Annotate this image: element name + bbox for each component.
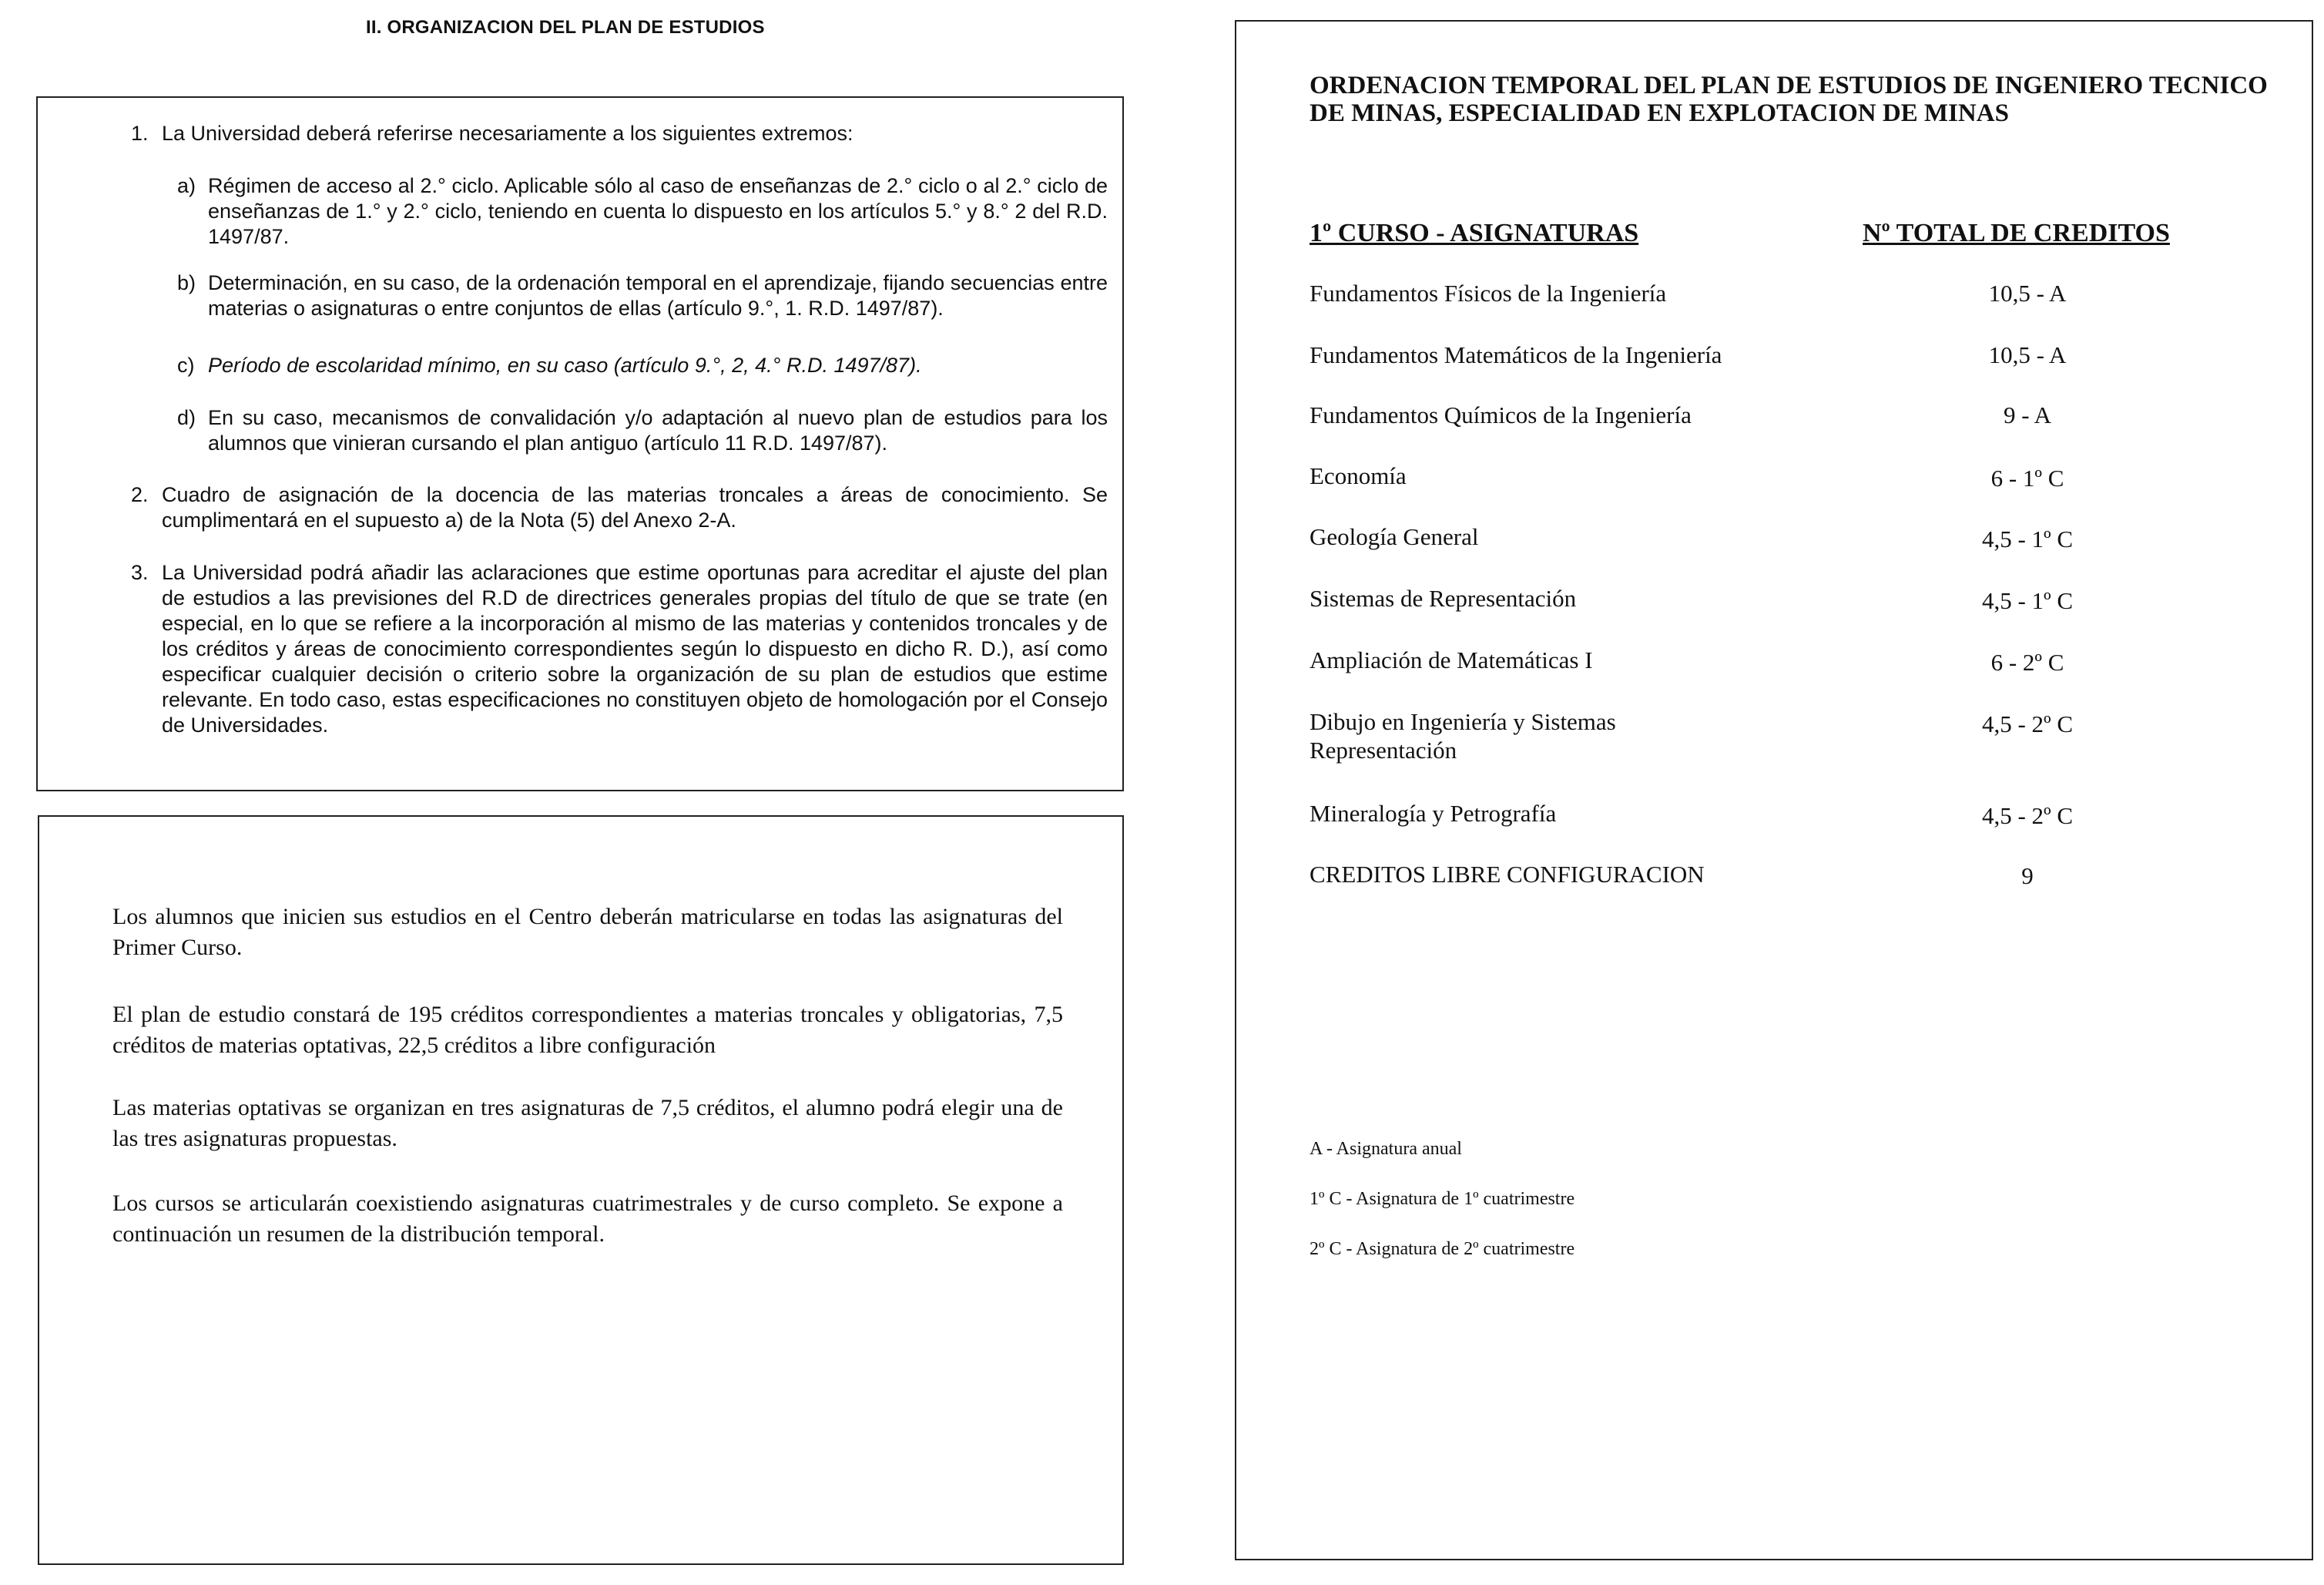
column-header-credits: Nº TOTAL DE CREDITOS: [1863, 219, 2170, 247]
notes-paragraph-4: Los cursos se articularán coexistiendo asignaturas cuatrimestrales y de curso completo. Se expone a continuación un resumen de la distribución temporal.: [112, 1190, 1063, 1247]
section-heading: II. ORGANIZACION DEL PLAN DE ESTUDIOS: [366, 17, 765, 38]
table-row-subject: Geología General: [1310, 523, 1479, 550]
item-1-text: La Universidad deberá referirse necesariamente a los siguientes extremos:: [162, 122, 853, 145]
table-row-subject: Fundamentos Matemáticos de la Ingeniería: [1310, 341, 1722, 368]
table-row-credits: 4,5 - 1º C: [1981, 526, 2074, 552]
item-3-text: La Universidad podrá añadir las aclaraciones que estime oportunas para acreditar el ajuste del plan de estudios a las previsiones del R.D de directrices generales propias del título de que se trate (en especial, en lo que se refiere a la incorporación al mismo de las materias y contenidos troncales y de los créditos y áreas de conocimiento correspondientes según lo dispuesto en dicho R. D.), así como especificar cualquier decisión o criterio sobre la organización de su plan de estudios que estime relevante. En todo caso, estas especificaciones no constituyen objeto de homologación por el Consejo de Universidades.: [162, 561, 1108, 737]
item-1b-text: Determinación, en su caso, de la ordenación temporal en el aprendizaje, fijando secuencias entre materias o asignaturas o entre conjuntos de ellas (artículo 9.°, 1. R.D. 1497/87).: [208, 271, 1108, 320]
legend-item: 2º C - Asignatura de 2º cuatrimestre: [1310, 1239, 1575, 1259]
item-1c-text: Período de escolaridad mínimo, en su caso (artículo 9.°, 2, 4.° R.D. 1497/87).: [208, 354, 922, 377]
legend-item: 1º C - Asignatura de 1º cuatrimestre: [1310, 1189, 1575, 1209]
table-row-subject: Mineralogía y Petrografía: [1310, 800, 1557, 827]
item-2-text: Cuadro de asignación de la docencia de las materias troncales a áreas de conocimiento. Se cumplimentará en el supuesto a) de la Nota (5) del Anexo 2-A.: [162, 483, 1108, 532]
item-1a-label: a): [177, 174, 196, 197]
item-1-number: 1.: [131, 122, 149, 145]
table-row-subject: Fundamentos Químicos de la Ingeniería: [1310, 401, 1692, 428]
table-row-credits: 4,5 - 2º C: [1981, 802, 2074, 829]
table-row-subject: Sistemas de Representación: [1310, 585, 1577, 612]
table-row-subject: Fundamentos Físicos de la Ingeniería: [1310, 280, 1667, 307]
item-1c-label: c): [177, 354, 195, 377]
item-1d-label: d): [177, 406, 196, 429]
temporal-plan-box: [1235, 20, 2313, 1560]
item-1a-text: Régimen de acceso al 2.° ciclo. Aplicable sólo al caso de enseñanzas de 2.° ciclo o al 2.° ciclo de enseñanzas de 1.° y 2.° ciclo, teniendo en cuenta lo dispuesto en los artículos 5.° y 8.° 2 del R.D. 1497/87.: [208, 174, 1108, 248]
item-1b-label: b): [177, 271, 196, 294]
column-header-subjects: 1º CURSO - ASIGNATURAS: [1310, 219, 1639, 247]
table-row-credits: 9 - A: [2004, 401, 2051, 428]
table-row-credits: 9: [2021, 862, 2034, 889]
table-row-subject: CREDITOS LIBRE CONFIGURACION: [1310, 861, 1705, 888]
table-row-credits: 6 - 1º C: [1990, 465, 2064, 492]
notes-paragraph-1: Los alumnos que inicien sus estudios en el Centro deberán matricularse en todas las asignaturas del Primer Curso.: [112, 904, 1063, 960]
table-row-subject: Dibujo en Ingeniería y Sistemas Representación: [1310, 708, 1616, 764]
table-row-subject: Ampliación de Matemáticas I: [1310, 646, 1593, 673]
table-row-credits: 10,5 - A: [1988, 280, 2067, 307]
item-1d-text: En su caso, mecanismos de convalidación y/o adaptación al nuevo plan de estudios para los alumnos que vinieran cursando el plan antiguo (artículo 11 R.D. 1497/87).: [208, 406, 1108, 455]
table-row-credits: 10,5 - A: [1988, 341, 2067, 368]
table-row-credits: 4,5 - 2º C: [1981, 710, 2074, 737]
table-row-subject: Economía: [1310, 462, 1407, 489]
legend-item: A - Asignatura anual: [1310, 1139, 1462, 1159]
item-3-number: 3.: [131, 561, 149, 584]
table-row-credits: 4,5 - 1º C: [1981, 587, 2074, 614]
table-row-credits: 6 - 2º C: [1990, 649, 2064, 676]
notes-paragraph-2: El plan de estudio constará de 195 créditos correspondientes a materias troncales y obligatorias, 7,5 créditos de materias optativas, 22,5 créditos a libre configuración: [112, 1002, 1063, 1058]
plan-title: ORDENACION TEMPORAL DEL PLAN DE ESTUDIOS DE INGENIERO TECNICO DE MINAS, ESPECIALIDAD EN EXPLOTACION DE MINAS: [1310, 72, 2268, 127]
item-2-number: 2.: [131, 483, 149, 506]
notes-paragraph-3: Las materias optativas se organizan en tres asignaturas de 7,5 créditos, el alumno podrá elegir una de las tres asignaturas propuestas.: [112, 1095, 1063, 1151]
